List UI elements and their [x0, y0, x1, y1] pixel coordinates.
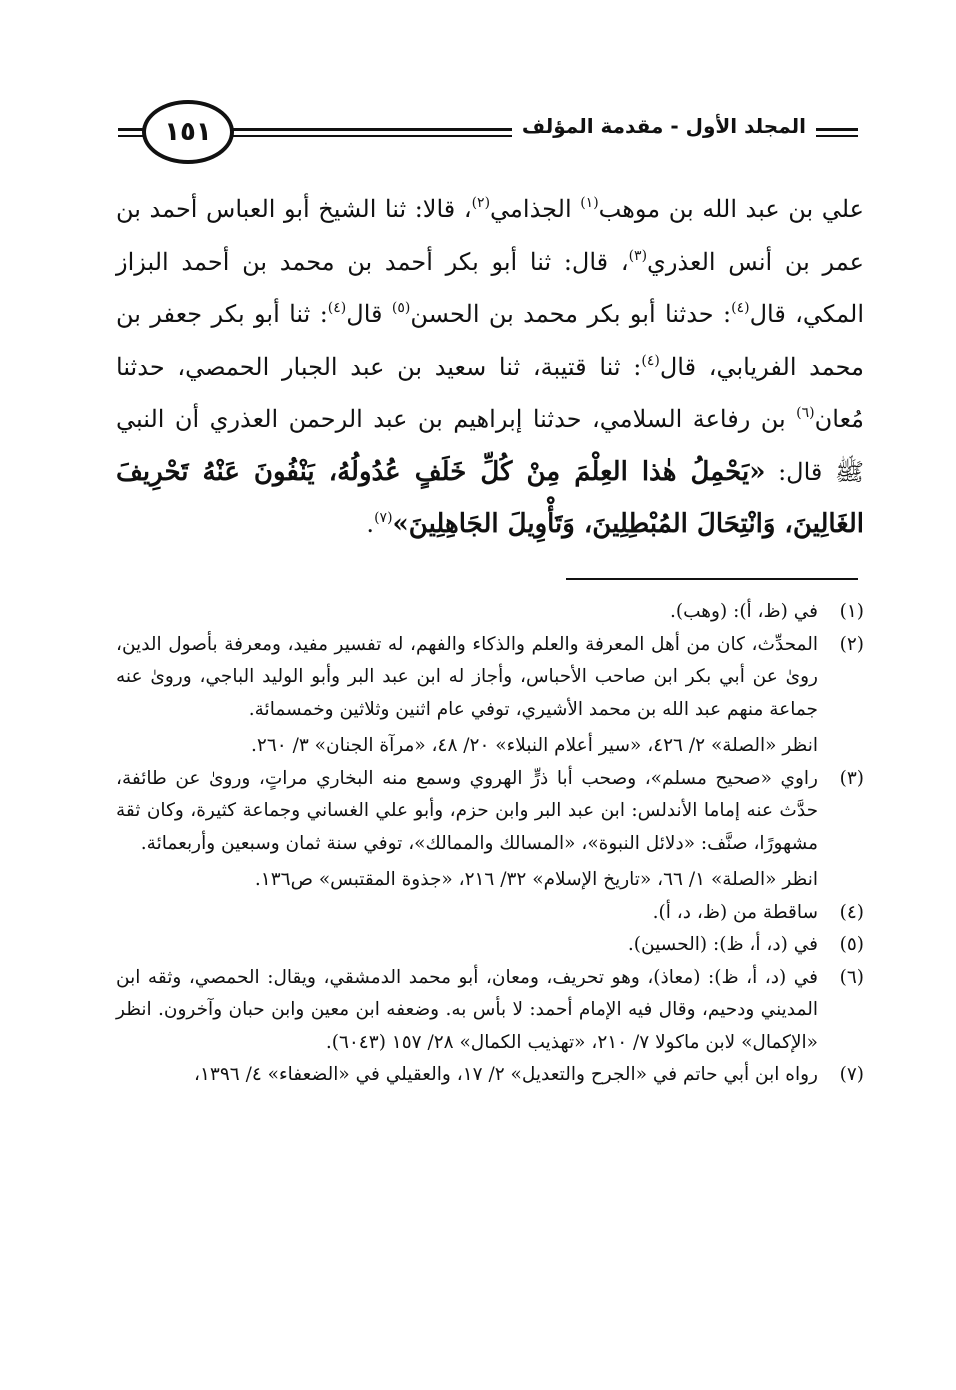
running-head: المجلد الأول - مقدمة المؤلف [512, 114, 816, 138]
footnote-item [116, 897, 864, 930]
text-run: : ثنا قتيبة، ثنا سعيد بن عبد الجبار الحمصي، حدثنا مُعان [116, 352, 864, 433]
footnote-number: (٤) [839, 901, 864, 923]
footnote-text: ساقطة من (ظ، د، أ). [652, 901, 818, 923]
footnote-marker-4[interactable]: (٤) [731, 300, 750, 316]
footnote-item [116, 629, 864, 763]
footnote-number: (١) [839, 601, 864, 622]
footnote-body [116, 897, 818, 930]
footnote-text: رواه ابن أبي حاتم في «الجرح والتعديل» ٢/ ١٧، والعقيلي في «الضعفاء» ٤/ ١٣٩٦، [193, 1064, 818, 1085]
footnote-marker-7[interactable]: (٧) [374, 510, 393, 526]
text-run: علي بن عبد الله بن موهب [598, 195, 864, 223]
footnote-marker-6[interactable]: (٦) [796, 405, 815, 421]
footnote-item [116, 929, 864, 962]
footnote-text: راوي «صحيح مسلم»، وصحب أبا ذرٍّ الهروي وسمع منه البخاري مراتٍ، وروىٰ عن طائفة، حدَّث عنه إماما الأندلس: ابن عبد البر وابن حزم، وأبو علي الغساني وجماعة كثيرة، وكان ثقة مشهورًا، صنَّف: «دلائل النبوة»، «المسالك والممالك»، توفي سنة ثمان وسبعين وأربعمائة. [116, 767, 818, 854]
footnote-marker-4b[interactable]: (٤) [327, 300, 347, 316]
text-run: بن رفاعة السلامي، حدثنا إبراهيم بن عبد الرحمن العذري أن النبي ﷺ قال: [116, 405, 864, 486]
text-run: ، قالا: ثنا الشيخ أبو العباس أحمد بن عمر بن أنس العذري [116, 195, 864, 276]
footnote-marker-5[interactable]: (٥) [391, 300, 411, 316]
footnote-marker-2[interactable]: (٢) [471, 195, 491, 211]
footnote-item [116, 763, 864, 897]
footnote-reference: انظر «الصلة» ١/ ٦٦، «تاريخ الإسلام» ٣٢/ ٢١٦، «جذوة المقتبس» ص١٣٦. [254, 869, 818, 890]
footnote-body [116, 1059, 818, 1092]
footnote-item [116, 596, 864, 629]
text-run: : حدثنا أبو بكر محمد بن الحسن [410, 300, 732, 328]
text-run: الجذامي [490, 195, 581, 223]
footnote-marker-4c[interactable]: (٤) [641, 352, 660, 369]
footnote-separator [566, 578, 858, 580]
footnotes [116, 596, 864, 1092]
footnote-marker-1[interactable]: (١) [580, 195, 599, 211]
main-text [116, 183, 864, 551]
footnote-number: (٥) [839, 934, 864, 955]
footnote-reference: انظر «الصلة» ٢/ ٤٢٦، «سير أعلام النبلاء» ٢٠/ ٤٨، «مرآة الجنان» ٣/ ٢٦٠. [251, 735, 818, 756]
footnote-text: في (د، أ، ظ): (الحسين). [627, 934, 818, 955]
footnote-text: في (د، أ، ظ): (معاذ)، وهو تحريف، ومعان، أبو محمد الدمشقي، ويقال: الحمصي، وثقه ابن المديني ودحيم، وقال فيه الإمام أحمد: لا بأس به. وضعفه ابن معين وابن حبان وآخرون. انظر «الإكمال» لابن ماكولا ٧/ ٢١٠، «تهذيب الكمال» ٢٨/ ١٥٧ (٦٠٤٣). [116, 966, 818, 1053]
footnote-item [116, 1059, 864, 1092]
text-run: ، قال: ثنا أبو بكر أحمد بن محمد بن أحمد البزاز المكي، قال [116, 247, 865, 328]
footnote-text: في (ظ، أ): (وهب). [670, 601, 818, 622]
footnote-number: (٦) [839, 966, 864, 988]
text-run: : ثنا أبو بكر جعفر بن محمد الفريابي، قال [116, 300, 865, 381]
footnote-number: (٢) [839, 633, 864, 655]
footnote-text: المحدِّث، كان من أهل المعرفة والعلم والذكاء والفهم، له تفسير مفيد، ومعرفة بأصول الدين، روىٰ عن أبي بكر ابن صاحب الأحباس، وأجاز له ابن عبد البر وأبو الوليد الباجي، وروىٰ عنه جماعة منهم عبد الله بن محمد الأشيري، توفي عام اثنين وثلاثين وخمسمائة. [116, 633, 818, 720]
footnote-number: (٧) [839, 1064, 864, 1085]
footnote-body [116, 763, 818, 897]
text-run: . [366, 510, 375, 538]
footnote-body [116, 929, 818, 962]
footnote-item [116, 962, 864, 1060]
footnote-body [116, 629, 818, 763]
hadith-text: «يَحْمِلُ هٰذا العِلْمَ مِنْ كُلِّ خَلَفٍ عُدُولُهُ، يَنْفُونَ عَنْهُ تَحْرِيفَ الغَالِينَ، وَانْتِحَالَ المُبْطِلِينَ، وَتَأْوِيلَ الجَاهِلِينَ» [116, 456, 864, 539]
footnote-body [116, 962, 818, 1060]
page-number: ١٥١ [142, 100, 234, 164]
main-paragraph [116, 183, 864, 551]
page-header [0, 0, 956, 180]
footnote-marker-3[interactable]: (٣) [628, 247, 648, 264]
text-run: قال [346, 300, 392, 328]
footnote-body [116, 596, 818, 629]
footnote-number: (٣) [839, 767, 864, 789]
